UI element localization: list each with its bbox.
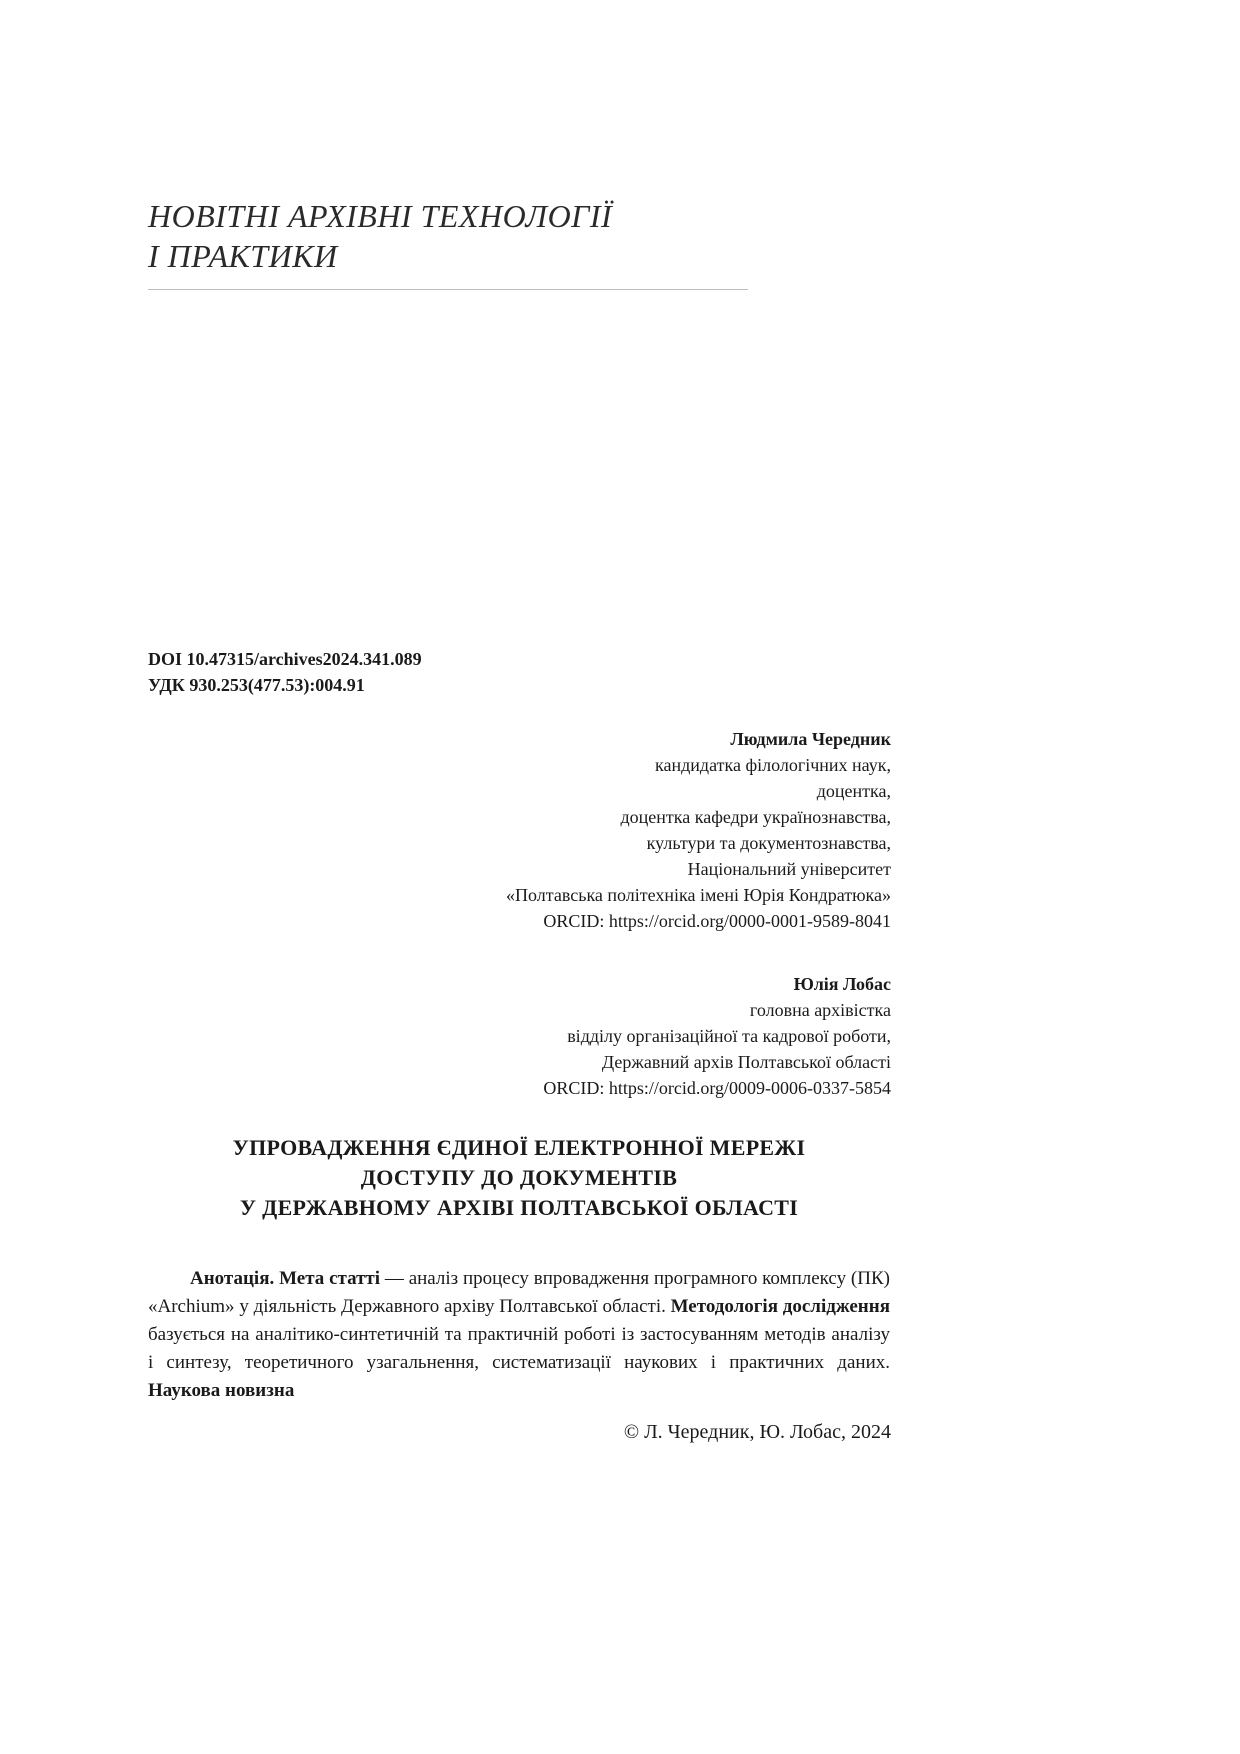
author-block-1 bbox=[506, 726, 891, 934]
article-title-line-3: У ДЕРЖАВНОМУ АРХІВІ ПОЛТАВСЬКОЇ ОБЛАСТІ bbox=[239, 1195, 799, 1220]
article-title-line-1: УПРОВАДЖЕННЯ ЄДИНОЇ ЕЛЕКТРОННОЇ МЕРЕЖІ bbox=[232, 1135, 806, 1160]
abstract bbox=[148, 1265, 890, 1405]
section-header bbox=[148, 196, 748, 276]
author-organization: Державний архів Полтавської області bbox=[601, 1052, 891, 1072]
author-department: відділу організаційної та кадрової роботи, bbox=[567, 1026, 891, 1046]
author-department-cont: культури та документознавства, bbox=[646, 833, 891, 853]
goal-text: — аналіз процесу впровадження програмного комплексу (ПК) «Archium» у діяльність Державного архіву Полтавської області. bbox=[148, 1268, 890, 1317]
novelty-label: Наукова новизна bbox=[148, 1380, 295, 1401]
doi: DOI 10.47315/archives2024.341.089 bbox=[148, 649, 422, 669]
section-divider bbox=[148, 289, 748, 290]
article-identifiers bbox=[148, 646, 422, 698]
section-title-line-2: І ПРАКТИКИ bbox=[148, 238, 338, 274]
article-title-line-2: ДОСТУПУ ДО ДОКУМЕНТІВ bbox=[360, 1165, 678, 1190]
copyright: © Л. Чередник, Ю. Лобас, 2024 bbox=[623, 1421, 891, 1443]
author-block-2 bbox=[543, 971, 891, 1101]
method-label: Методологія дослідження bbox=[670, 1296, 890, 1317]
author-orcid: ORCID: https://orcid.org/0000-0001-9589-8041 bbox=[543, 911, 891, 931]
author-degree: кандидатка філологічних наук, bbox=[655, 755, 891, 775]
author-name: Юлія Лобас bbox=[793, 974, 891, 994]
author-orcid: ORCID: https://orcid.org/0009-0006-0337-5854 bbox=[543, 1078, 891, 1098]
udk: УДК 930.253(477.53):004.91 bbox=[148, 675, 365, 695]
author-position: головна архівістка bbox=[749, 1000, 891, 1020]
author-title: доцентка, bbox=[816, 781, 891, 801]
section-title-line-1: НОВІТНІ АРХІВНІ ТЕХНОЛОГІЇ bbox=[148, 198, 613, 234]
abstract-label: Анотація. bbox=[190, 1268, 275, 1289]
author-university-name: «Полтавська політехніка імені Юрія Кондратюка» bbox=[506, 885, 891, 905]
author-department: доцентка кафедри українознавства, bbox=[620, 807, 891, 827]
author-university: Національний університет bbox=[687, 859, 891, 879]
author-name: Людмила Чередник bbox=[730, 729, 891, 749]
goal-label: Мета статті bbox=[279, 1268, 381, 1289]
article-title bbox=[148, 1133, 890, 1223]
method-text: базується на аналітико-синтетичній та практичній роботі із застосуванням методів аналізу і синтезу, теоретичного узагальнення, систематизації наукових і практичних даних. bbox=[148, 1324, 890, 1373]
